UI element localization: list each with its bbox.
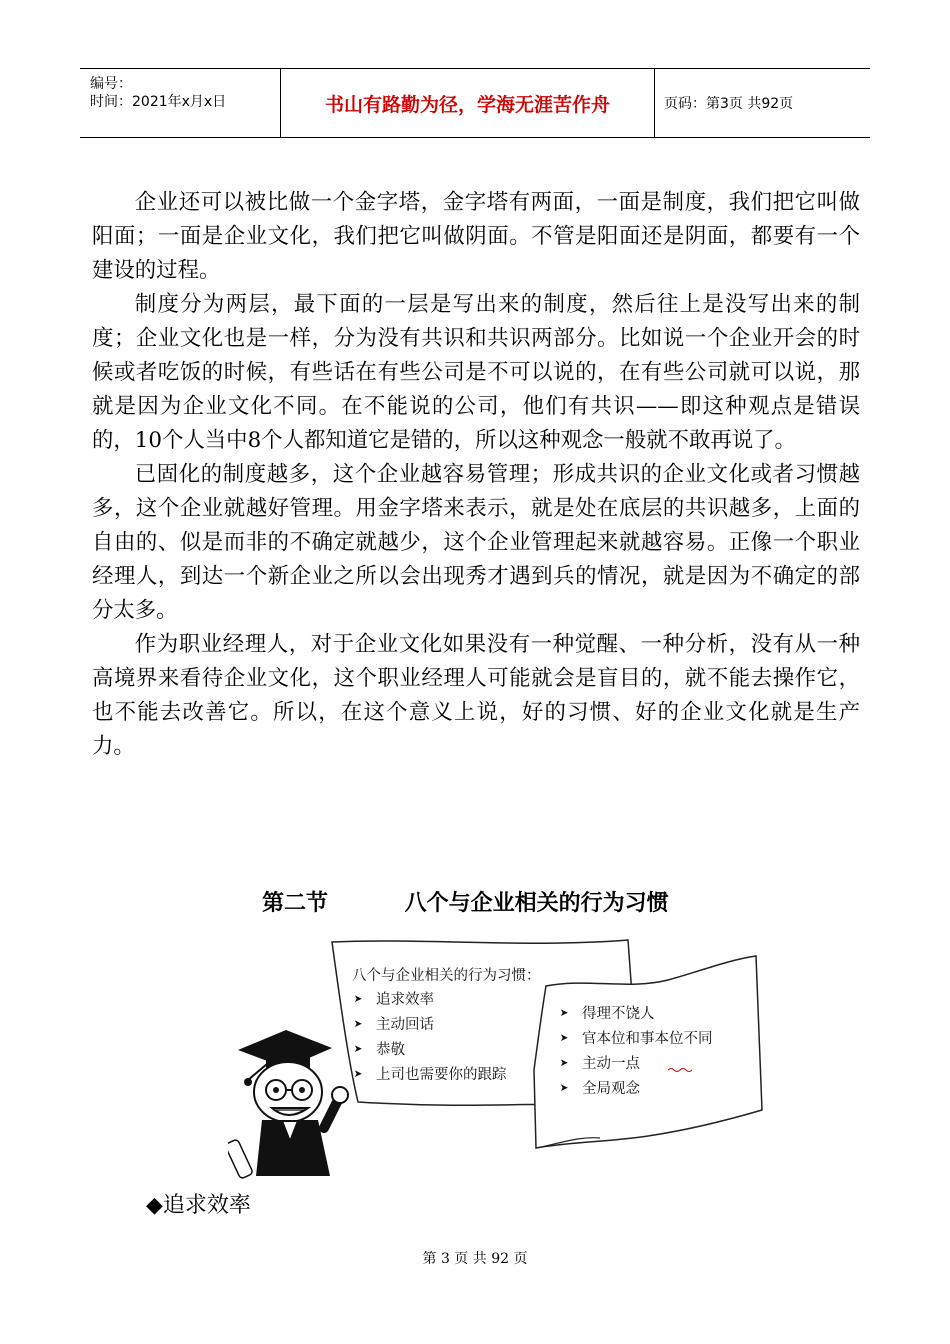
body-text — [92, 186, 860, 764]
illustration-heading: 八个与企业相关的行为习惯： — [352, 968, 541, 984]
paragraph: 制度分为两层，最下面的一层是写出来的制度，然后往上是没写出来的制度；企业文化也是一样，分为没有共识和共识两部分。比如说一个企业开会的时候或者吃饭的时候，有些话在有些公司是不可以说的，在有些公司就可以说，那就是因为企业文化不同。在不能说的公司，他们有共识——即这种观点是错误的，10个人当中8个人都知道它是错的，所以这种观念一般就不敢再说了。 — [92, 292, 860, 453]
list-item: ➤ 主动一点 — [560, 1052, 713, 1077]
professor-figure — [228, 1030, 348, 1179]
arrow-icon: ➤ — [354, 992, 363, 1008]
list-item: ➤ 追求效率 — [354, 988, 507, 1013]
list-item: ➤ 得理不饶人 — [560, 1002, 713, 1027]
subheading-text: 追求效率 — [162, 1193, 251, 1218]
paragraph: 已固化的制度越多，这个企业越容易管理；形成共识的企业文化或者习惯越多，这个企业就越好管理。用金字塔来表示，就是处在底层的共识越多，上面的自由的、似是而非的不确定就越少，这个企业管理起来就越容易。正像一个职业经理人，到达一个新企业之所以会出现秀才遇到兵的情况，就是因为不确定的部分太多。 — [92, 462, 860, 623]
page-info: 页码：第3页 共92页 — [664, 96, 794, 112]
list-item: ➤ 主动回话 — [354, 1013, 507, 1038]
arrow-icon: ➤ — [560, 1081, 569, 1097]
arrow-icon: ➤ — [560, 1031, 569, 1047]
right-habit-list — [560, 1002, 713, 1102]
habits-illustration — [228, 930, 768, 1180]
list-item: ➤ 官本位和事本位不同 — [560, 1027, 713, 1052]
section-number: 第二节 — [262, 891, 329, 916]
diamond-icon: ◆ — [146, 1193, 163, 1218]
arrow-icon: ➤ — [560, 1056, 569, 1072]
number-label: 编号： — [90, 76, 132, 92]
arrow-icon: ➤ — [354, 1067, 363, 1083]
arrow-icon: ➤ — [560, 1006, 569, 1022]
subheading — [146, 1188, 251, 1219]
paragraph: 作为职业经理人，对于企业文化如果没有一种觉醒、一种分析，没有从一种高境界来看待企业文化，这个职业经理人可能就会是盲目的，就不能去操作它，也不能去改善它。所以，在这个意义上说，好的习惯、好的企业文化就是生产力。 — [92, 632, 860, 759]
time-label: 时间：2021年x月x日 — [90, 94, 227, 110]
paragraph: 企业还可以被比做一个金字塔，金字塔有两面，一面是制度，我们把它叫做阳面；一面是企业文化，我们把它叫做阴面。不管是阳面还是阴面，都要有一个建设的过程。 — [92, 190, 860, 283]
motto: 书山有路勤为径，学海无涯苦作舟 — [281, 69, 655, 137]
arrow-icon: ➤ — [354, 1017, 363, 1033]
header-meta-cell — [80, 69, 281, 137]
list-item: ➤ 全局观念 — [560, 1077, 713, 1102]
left-habit-list — [354, 988, 507, 1088]
arrow-icon: ➤ — [354, 1042, 363, 1058]
list-item: ➤ 恭敬 — [354, 1038, 507, 1063]
page-header — [80, 68, 870, 138]
section-title — [262, 886, 669, 917]
section-name: 八个与企业相关的行为习惯 — [404, 891, 669, 916]
page-footer: 第 3 页 共 92 页 — [422, 1251, 528, 1267]
list-item: ➤ 上司也需要你的跟踪 — [354, 1063, 507, 1088]
